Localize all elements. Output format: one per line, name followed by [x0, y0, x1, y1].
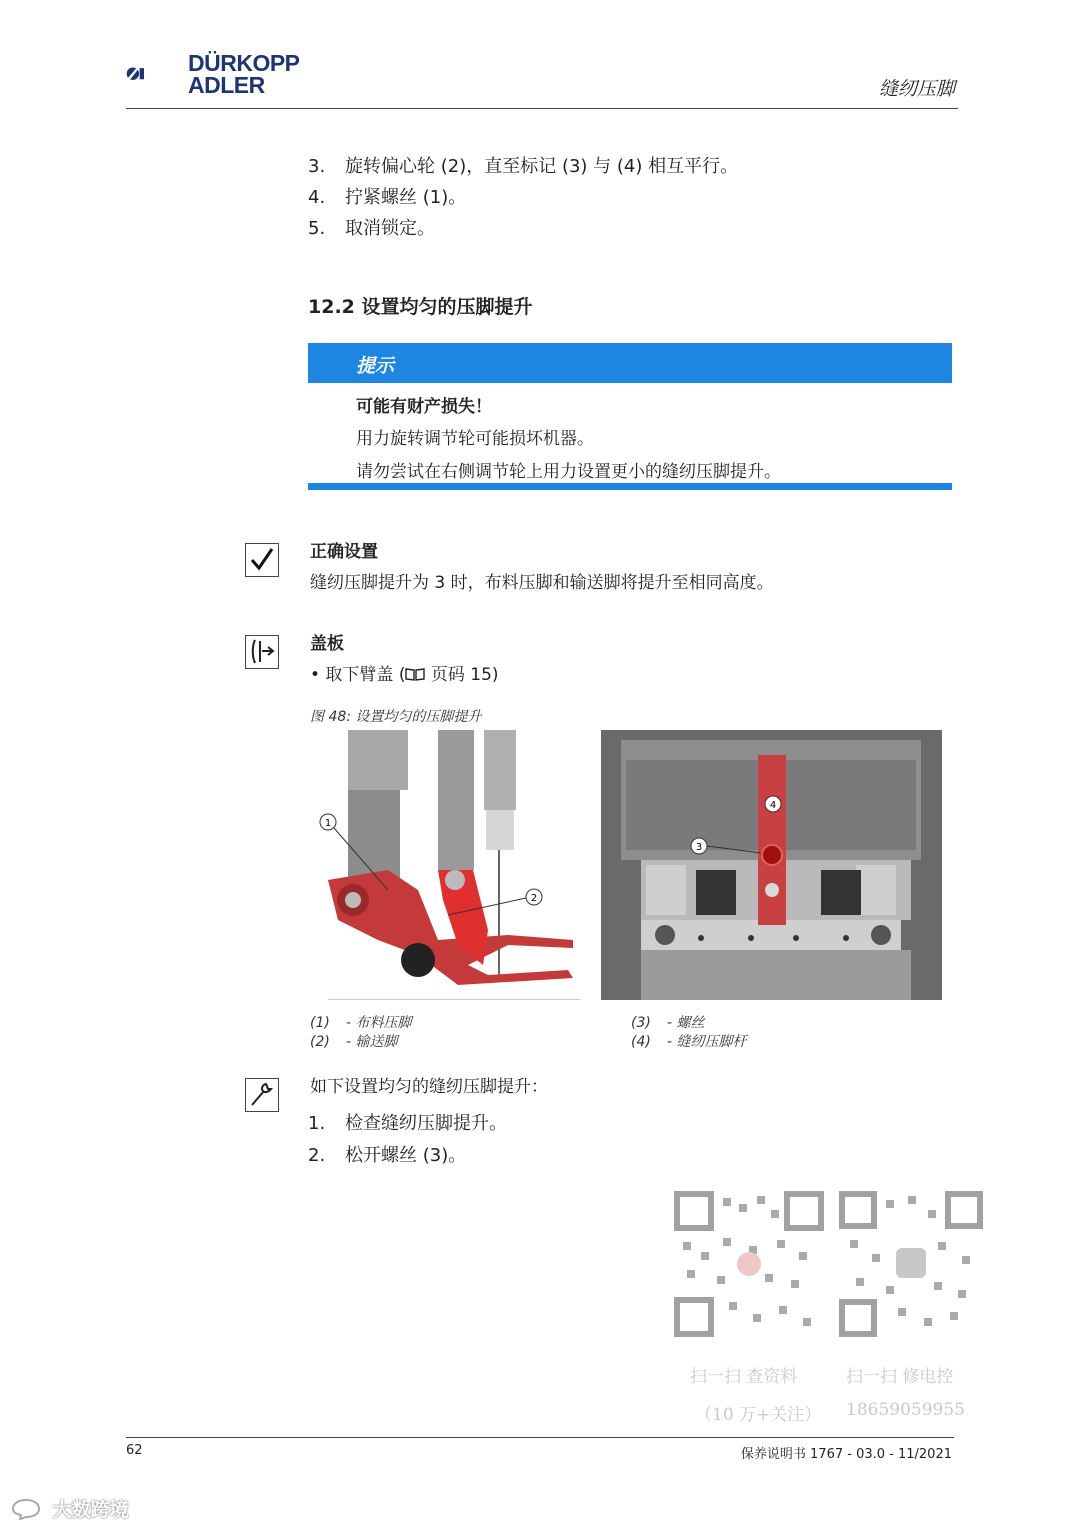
callout-1: 1 — [324, 818, 332, 829]
watermark-right-line-2: 18659059955 — [846, 1400, 965, 1420]
correct-setting-text: 缝纫压脚提升为 3 时，布料压脚和输送脚将提升至相同高度。 — [310, 573, 774, 593]
presser-foot-illustration — [308, 730, 580, 1000]
corner-watermark: 大数跨境 — [10, 1495, 129, 1522]
chat-bubble-icon — [10, 1498, 46, 1520]
document-id: 保养说明书 1767 - 03.0 - 11/2021 — [740, 1447, 952, 1462]
brand-line-1: DÜRKOPP — [188, 50, 300, 76]
legend-item-1: (1) - 布料压脚 — [310, 1015, 412, 1031]
legend-item-4: (4) - 缝纫压脚杆 — [631, 1034, 747, 1050]
qr-code-right — [838, 1190, 984, 1338]
header-title: 缝纫压脚 — [878, 78, 955, 100]
step-5: 5. 取消锁定。 — [308, 218, 435, 239]
notice-heading: 可能有财产损失！ — [356, 397, 492, 417]
duerkopp-adler-logo — [126, 50, 188, 98]
notice-line-1: 用力旋转调节轮可能损坏机器。 — [356, 429, 594, 449]
watermark-left-line-1: 扫一扫 查资料 — [690, 1367, 798, 1387]
legend-item-3: (3) - 螺丝 — [631, 1015, 705, 1031]
cover-bullet: • 取下臂盖 ( 页码 15) — [310, 665, 499, 685]
notice-header-bar — [308, 343, 952, 383]
wrench-icon — [245, 1078, 279, 1112]
notice-line-2: 请勿尝试在右侧调节轮上用力设置更小的缝纫压脚提升。 — [356, 462, 781, 482]
watermark-left-line-2: （10 万+关注） — [695, 1405, 822, 1425]
step-3: 3. 旋转偏心轮 (2)，直至标记 (3) 与 (4) 相互平行。 — [308, 156, 739, 177]
brand-name — [188, 52, 300, 96]
watermark-right-line-1: 扫一扫 修电控 — [846, 1367, 954, 1387]
callout-3: 3 — [695, 842, 703, 853]
procedure-step-1: 1. 检查缝纫压脚提升。 — [308, 1113, 507, 1134]
section-title: 12.2 设置均匀的压脚提升 — [308, 296, 533, 318]
checkmark-icon — [245, 543, 279, 577]
qr-code-left — [673, 1190, 825, 1338]
notice-label: 提示 — [356, 355, 395, 377]
procedure-step-2: 2. 松开螺丝 (3)。 — [308, 1145, 467, 1166]
callout-4: 4 — [769, 800, 777, 811]
page-number: 62 — [126, 1443, 143, 1458]
header-divider — [126, 108, 958, 109]
correct-setting-title: 正确设置 — [310, 542, 378, 562]
legend-item-2: (2) - 输送脚 — [310, 1034, 398, 1050]
footer-divider — [126, 1437, 954, 1438]
notice-bottom-bar — [308, 483, 952, 490]
book-icon — [405, 667, 425, 681]
procedure-intro: 如下设置均匀的缝纫压脚提升： — [310, 1077, 548, 1097]
callout-2: 2 — [530, 893, 538, 904]
cover-plate-icon — [245, 635, 279, 669]
step-4: 4. 拧紧螺丝 (1)。 — [308, 187, 467, 208]
brand-line-2: ADLER — [188, 72, 265, 98]
cover-title: 盖板 — [310, 634, 344, 654]
figure-caption: 图 48: 设置均匀的压脚提升 — [310, 709, 482, 725]
presser-bar-illustration — [601, 730, 942, 1000]
